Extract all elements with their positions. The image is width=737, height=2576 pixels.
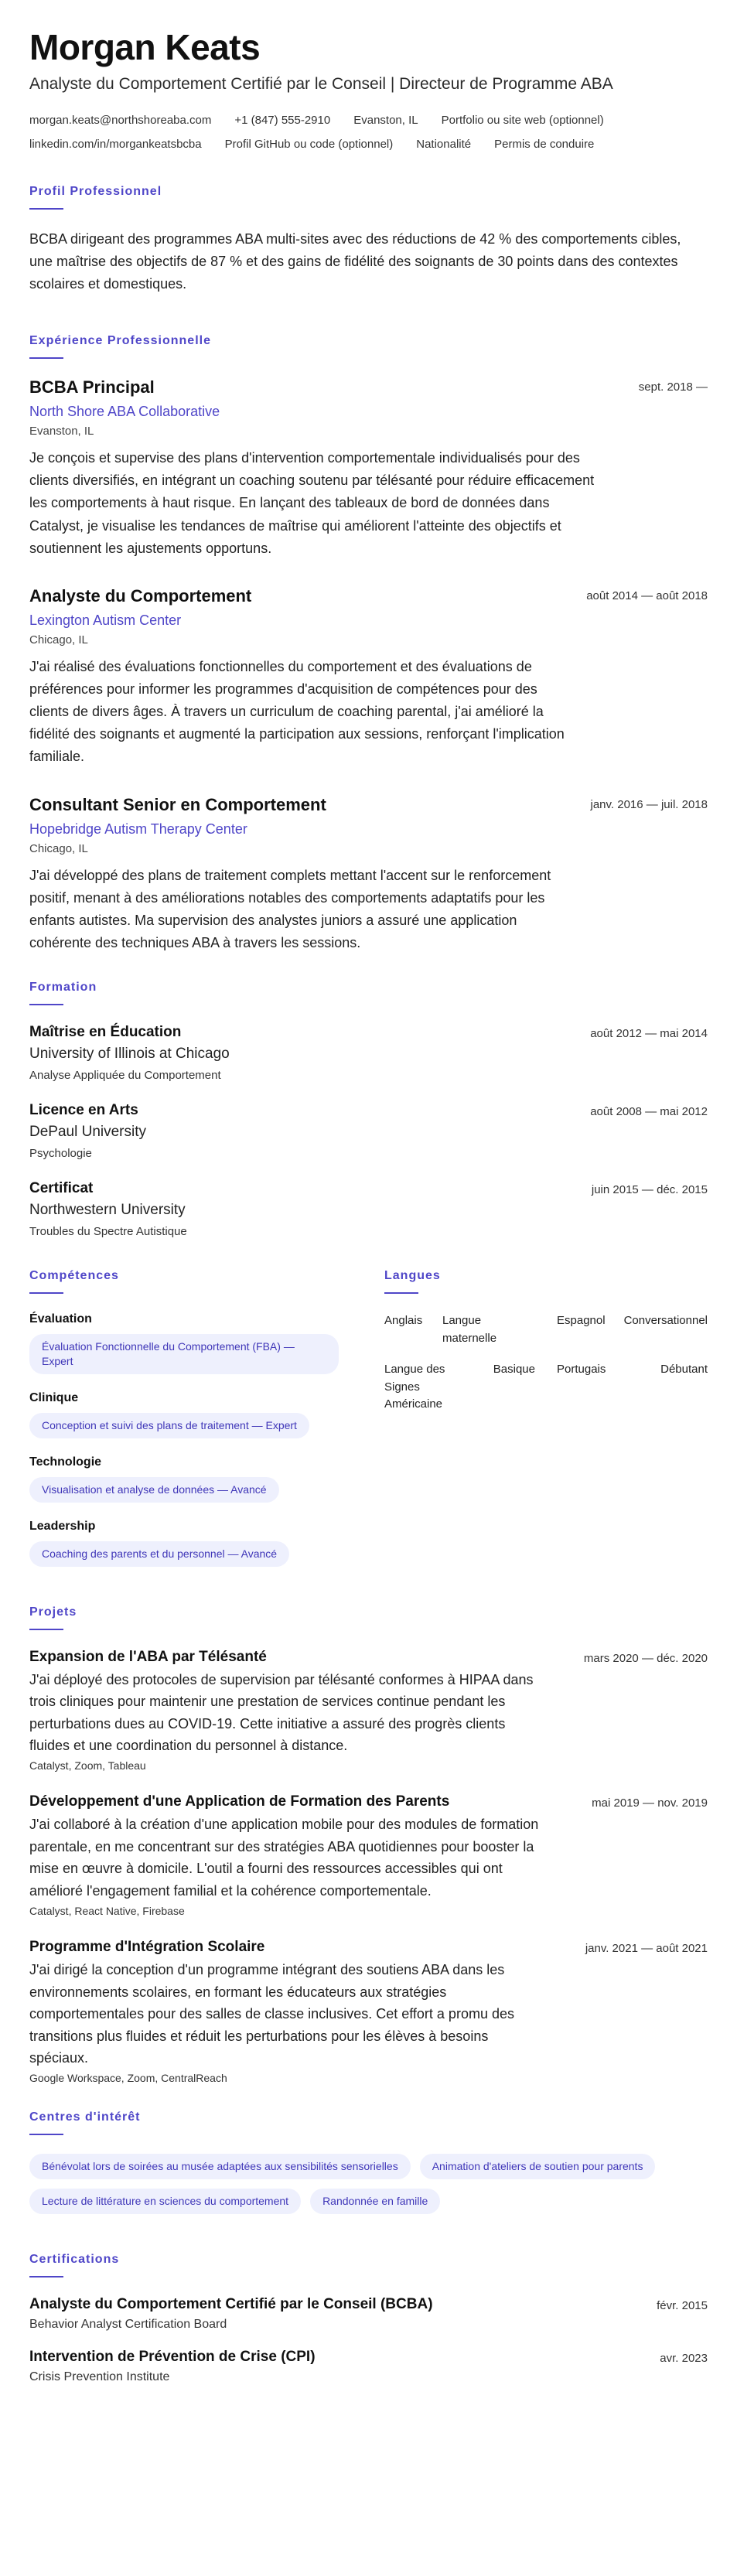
project-description: J'ai déployé des protocoles de supervision par télésanté conformes à HIPAA dans trois cliniques pour maintenir une prestation de services continue pendant les perturbations dues au COVID-19. Cette initiative a assuré des progrès clients fluides et une coordination du personnel à distance.	[29, 1671, 534, 1754]
school-name: University of Illinois at Chicago	[29, 1046, 230, 1063]
education-entry	[29, 1024, 708, 1082]
certification-date: févr. 2015	[657, 2299, 708, 2313]
job-title: BCBA Principal	[29, 377, 155, 397]
experience-entry	[29, 377, 708, 560]
study-field: Troubles du Spectre Autistique	[29, 1225, 187, 1239]
interest-list	[29, 2154, 708, 2214]
school-name: DePaul University	[29, 1124, 146, 1141]
skill-group	[29, 1312, 354, 1374]
language-name: Espagnol	[557, 1314, 606, 1328]
skill-pill: Visualisation et analyse de données — Avancé	[29, 1477, 279, 1503]
experience-section	[29, 334, 708, 954]
certification-entry	[29, 2296, 708, 2332]
contact-list	[29, 114, 694, 151]
language-name: Langue des Signes Américaine	[384, 1363, 445, 1411]
profile-summary: BCBA dirigeant des programmes ABA multi-sites avec des réductions de 42 % des comportements cibles, une maîtrise des objectifs de 87 % et des gains de fidélité des soignants de 30 points dans des contextes scolaires et domestiques.	[29, 230, 681, 292]
contact-portfolio[interactable]: Portfolio ou site web (optionnel)	[441, 113, 604, 127]
contact-linkedin[interactable]: linkedin.com/in/morgankeatsbcba	[29, 137, 202, 151]
skill-category: Clinique	[29, 1391, 79, 1405]
project-technologies: Catalyst, React Native, Firebase	[29, 1905, 185, 1918]
language-level: Basique	[493, 1363, 535, 1377]
job-description: J'ai développé des plans de traitement complets mettant l'accent sur le renforcement positif, menant à des améliorations notables des comportements adaptatifs pour les enfants autistes. Ma supervision des analystes juniors a assuré une application cohérente des techniques ABA à travers les sessions.	[29, 867, 551, 951]
project-date: mai 2019 — nov. 2019	[592, 1796, 708, 1810]
project-description: J'ai dirigé la conception d'un programme intégrant des soutiens ABA dans les environnements scolaires, en formant les éducateurs aux stratégies comportementales pour des salles de classe inclusives. Cet effort a promu des transitions plus fluides et réduit les perturbations pour les élèves à besoins spéciaux.	[29, 1962, 514, 2066]
company-name[interactable]: Lexington Autism Center	[29, 612, 182, 628]
section-title: Langues	[384, 1269, 441, 1283]
degree-title: Licence en Arts	[29, 1102, 138, 1119]
language-name: Portugais	[557, 1363, 606, 1377]
job-date: sept. 2018 —	[638, 380, 708, 394]
experience-entry	[29, 795, 708, 955]
language-level: Langue maternelle	[442, 1314, 497, 1345]
skill-category: Évaluation	[29, 1312, 92, 1326]
study-field: Analyse Appliquée du Comportement	[29, 1069, 221, 1083]
project-technologies: Catalyst, Zoom, Tableau	[29, 1759, 146, 1772]
certification-date: avr. 2023	[660, 2352, 708, 2366]
contact-nationality: Nationalité	[416, 137, 472, 151]
job-location: Chicago, IL	[29, 633, 88, 647]
section-divider	[29, 1004, 63, 1005]
skill-group	[29, 1520, 354, 1567]
contact-email[interactable]: morgan.keats@northshoreaba.com	[29, 113, 212, 127]
project-title: Programme d'Intégration Scolaire	[29, 1939, 265, 1956]
language-item	[557, 1361, 708, 1414]
contact-phone[interactable]: +1 (847) 555-2910	[234, 113, 331, 127]
language-level: Débutant	[660, 1363, 708, 1377]
skill-pill: Coaching des parents et du personnel — Avancé	[29, 1541, 289, 1567]
interest-pill: Bénévolat lors de soirées au musée adaptées aux sensibilités sensorielles	[29, 2154, 411, 2179]
degree-title: Maîtrise en Éducation	[29, 1024, 182, 1041]
contact-license: Permis de conduire	[494, 137, 595, 151]
certifications-section	[29, 2253, 708, 2384]
study-field: Psychologie	[29, 1147, 92, 1161]
profile-section	[29, 185, 708, 295]
job-location: Chicago, IL	[29, 841, 88, 855]
interest-pill: Lecture de littérature en sciences du comportement	[29, 2189, 301, 2214]
section-title: Centres d'intérêt	[29, 2110, 141, 2124]
project-entry	[29, 1793, 708, 1917]
language-item	[557, 1312, 708, 1347]
skill-pill: Évaluation Fonctionnelle du Comportement (FBA) — Expert	[29, 1334, 339, 1374]
certification-issuer: Behavior Analyst Certification Board	[29, 2318, 227, 2332]
degree-title: Certificat	[29, 1180, 94, 1197]
section-divider	[29, 2276, 63, 2277]
section-title: Certifications	[29, 2253, 120, 2267]
contact-location: Evanston, IL	[353, 113, 418, 127]
section-divider	[29, 1292, 63, 1294]
resume-header	[29, 28, 708, 151]
project-entry	[29, 1649, 708, 1772]
section-divider	[384, 1292, 418, 1294]
section-divider	[29, 357, 63, 359]
section-title: Profil Professionnel	[29, 184, 162, 198]
interests-section	[29, 2110, 708, 2214]
experience-entry	[29, 586, 708, 769]
language-item	[384, 1361, 535, 1414]
project-technologies: Google Workspace, Zoom, CentralReach	[29, 2072, 227, 2085]
language-item	[384, 1312, 535, 1347]
candidate-name: Morgan Keats	[29, 27, 261, 67]
certification-issuer: Crisis Prevention Institute	[29, 2370, 170, 2384]
education-section	[29, 981, 708, 1238]
candidate-headline: Analyste du Comportement Certifié par le Conseil | Directeur de Programme ABA	[29, 74, 613, 93]
section-title: Formation	[29, 981, 97, 995]
school-name: Northwestern University	[29, 1202, 186, 1219]
section-title: Compétences	[29, 1269, 119, 1283]
education-date: août 2012 — mai 2014	[590, 1027, 708, 1041]
section-divider	[29, 2134, 63, 2135]
job-description: Je conçois et supervise des plans d'intervention comportementale individualisés pour des clients diversifiés, en intégrant un coaching soutenu par télésanté pour réduire efficacement les comportements à haut risque. En lançant des tableaux de bord de données dans Catalyst, je visualise les tendances de maîtrise qui améliorent l'atteinte des objectifs et soutiennent les ajustements opportuns.	[29, 450, 595, 556]
section-divider	[29, 1629, 63, 1630]
certification-name: Intervention de Prévention de Crise (CPI)	[29, 2349, 316, 2366]
skill-group	[29, 1455, 354, 1503]
certification-name: Analyste du Comportement Certifié par le Conseil (BCBA)	[29, 2296, 433, 2313]
education-entry	[29, 1180, 708, 1238]
language-list	[384, 1312, 708, 1414]
contact-github[interactable]: Profil GitHub ou code (optionnel)	[224, 137, 394, 151]
job-title: Analyste du Comportement	[29, 585, 252, 606]
languages-column	[384, 1269, 708, 1583]
language-name: Anglais	[384, 1314, 423, 1328]
job-date: janv. 2016 — juil. 2018	[590, 797, 708, 811]
project-entry	[29, 1939, 708, 2084]
skill-category: Technologie	[29, 1455, 102, 1469]
skills-languages-section	[29, 1269, 708, 1583]
company-name[interactable]: Hopebridge Autism Therapy Center	[29, 821, 247, 837]
skill-group	[29, 1391, 354, 1438]
section-divider	[29, 208, 63, 210]
project-date: janv. 2021 — août 2021	[585, 1942, 708, 1956]
skill-pill: Conception et suivi des plans de traitement — Expert	[29, 1413, 309, 1438]
education-date: juin 2015 — déc. 2015	[591, 1183, 708, 1197]
section-title: Expérience Professionnelle	[29, 334, 211, 348]
project-date: mars 2020 — déc. 2020	[583, 1651, 708, 1665]
company-name[interactable]: North Shore ABA Collaborative	[29, 404, 220, 420]
project-title: Développement d'une Application de Formation des Parents	[29, 1793, 450, 1810]
project-title: Expansion de l'ABA par Télésanté	[29, 1648, 267, 1665]
job-location: Evanston, IL	[29, 425, 94, 438]
certification-entry	[29, 2349, 708, 2384]
job-title: Consultant Senior en Comportement	[29, 794, 326, 814]
education-entry	[29, 1102, 708, 1160]
job-description: J'ai réalisé des évaluations fonctionnelles du comportement et des évaluations de préférences pour informer les programmes d'acquisition de compétences pour des clients de divers âges. À travers un curriculum de coaching parental, j'ai amélioré la fidélité des soignants et augmenté la participation aux sessions, renforçant l'implication familiale.	[29, 658, 565, 765]
interest-pill: Randonnée en famille	[310, 2189, 440, 2214]
projects-section	[29, 1605, 708, 2085]
project-description: J'ai collaboré à la création d'une application mobile pour des modules de formation parentale, en me concentrant sur des stratégies ABA quotidiennes pour booster la mise en œuvre à domicile. L'outil a fourni des ressources accessibles qui ont amélioré l'engagement familial et la cohérence comportementale.	[29, 1817, 539, 1899]
section-title: Projets	[29, 1605, 77, 1619]
language-level: Conversationnel	[623, 1314, 708, 1328]
skill-category: Leadership	[29, 1519, 96, 1533]
education-date: août 2008 — mai 2012	[590, 1105, 708, 1119]
job-date: août 2014 — août 2018	[586, 589, 708, 602]
skills-column	[29, 1269, 354, 1583]
interest-pill: Animation d'ateliers de soutien pour parents	[420, 2154, 656, 2179]
